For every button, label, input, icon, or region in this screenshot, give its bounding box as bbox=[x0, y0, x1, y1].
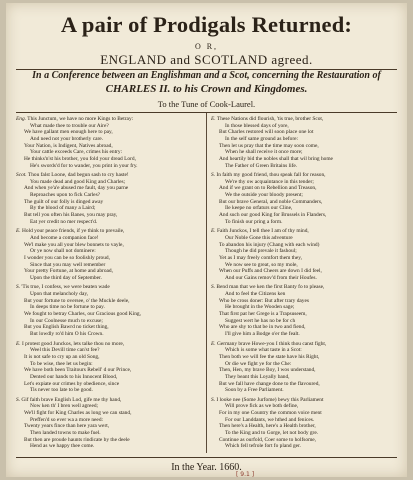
verse-line bbox=[211, 417, 399, 424]
verse-line bbox=[16, 262, 206, 269]
verse-line bbox=[16, 149, 206, 156]
verse-text: These Nations did flourish, 'tis true, brother Scot, bbox=[216, 116, 324, 122]
verse-text: Faith Junckos, I tell thee I am of thy mind, bbox=[217, 228, 309, 235]
stanza bbox=[16, 341, 206, 394]
verse-text: Or ye now shall not dominere: bbox=[30, 248, 96, 255]
verse-line bbox=[16, 291, 206, 298]
verse-line bbox=[16, 347, 206, 354]
verse-text: They beant this Loyally band, bbox=[225, 373, 290, 380]
verse-line bbox=[211, 248, 399, 255]
verse-line bbox=[211, 311, 399, 318]
verse-text: By the blood of many a Laird; bbox=[30, 205, 96, 212]
stanza bbox=[16, 116, 206, 169]
verse-text: But Charles restored will soon place one lot bbox=[219, 129, 314, 136]
verse-text: Hold your peace friends, if ye think to prevaile, bbox=[22, 228, 125, 235]
verse-line bbox=[211, 347, 399, 354]
verse-line bbox=[211, 298, 399, 305]
verse-text: Bend man that we ken the first Banty fo to please, bbox=[216, 284, 325, 291]
verse-text: Since that you may well remember bbox=[30, 261, 106, 268]
verse-text: The guilt of our folly is dinged away bbox=[24, 198, 104, 205]
stanza bbox=[16, 172, 206, 225]
verse-line bbox=[16, 143, 206, 150]
verse-line bbox=[16, 397, 206, 404]
verse-line bbox=[211, 443, 399, 450]
verse-text: In the self same ground as before: bbox=[225, 135, 299, 142]
verse-text: We the outside your bloody present; bbox=[225, 192, 303, 199]
verse-text: For our Landdants, we hthed and fenices. bbox=[225, 416, 315, 423]
verse-line bbox=[211, 228, 399, 235]
stanza bbox=[211, 397, 399, 450]
verse-text: But we fall have change done to the flavoured, bbox=[219, 380, 320, 387]
verse-line bbox=[16, 361, 206, 368]
verse-line bbox=[211, 143, 399, 150]
verse-text: Thou falst Loone, dad begun sash to cry haste! bbox=[27, 172, 129, 179]
verse-text: To finish our pring a form. bbox=[225, 218, 283, 225]
verse-text: Now ken th' I bren well agreed; bbox=[30, 403, 99, 410]
verse-line bbox=[16, 443, 206, 450]
verse-text: Hend as we happy thee come. bbox=[30, 443, 95, 450]
speaker-label: S. bbox=[16, 284, 21, 291]
verse-line bbox=[211, 403, 399, 410]
verse-line bbox=[16, 437, 206, 444]
verse-line bbox=[16, 318, 206, 325]
verse-text: Though he did prevale it fashoul; bbox=[225, 248, 297, 255]
verse-text: Reproaches upon to fick Carles? bbox=[30, 192, 101, 199]
verse-line bbox=[211, 136, 399, 143]
verse-line bbox=[16, 192, 206, 199]
conference-line-1: In a Conference between an Englishman and a Scot, concerning the Restauration of bbox=[32, 70, 381, 81]
verse-text: And heartily bid the nobles shall that wil bring home bbox=[219, 155, 333, 162]
verse-line bbox=[211, 341, 399, 348]
stanza bbox=[211, 341, 399, 394]
verse-line bbox=[16, 381, 206, 388]
verse-line bbox=[16, 268, 206, 275]
verse-line bbox=[16, 219, 206, 226]
verse-text: Your pretty Fortune, at home and abroad, bbox=[24, 268, 113, 275]
verse-line bbox=[211, 291, 399, 298]
verse-text: Gif faith brave English Lod, gife me thy hand, bbox=[21, 396, 122, 403]
verse-line bbox=[16, 410, 206, 417]
verse-line bbox=[211, 129, 399, 136]
verse-text: Your Nation, is Indigent, Natives abroad, bbox=[24, 142, 113, 149]
verse-line bbox=[211, 149, 399, 156]
verse-line bbox=[16, 354, 206, 361]
column-divider bbox=[206, 113, 207, 453]
verse-line bbox=[16, 156, 206, 163]
archive-stamp: [ 9.1 ] bbox=[236, 471, 255, 477]
verse-text: In those blessed days of yore, bbox=[225, 122, 289, 129]
verse-line bbox=[211, 219, 399, 226]
verse-text: And become a companion face! bbox=[30, 234, 99, 241]
verse-line bbox=[16, 235, 206, 242]
verse-text: Tis never too late to be good. bbox=[30, 387, 93, 394]
footer-rule bbox=[16, 457, 397, 458]
verse-line bbox=[16, 423, 206, 430]
imprint-year: In the Year. 1660. bbox=[171, 462, 242, 473]
verse-text: Your cattle exceeds Care, crimes his entry: bbox=[30, 149, 123, 156]
verse-text: For in my one Country the common voice ment bbox=[219, 410, 322, 417]
verse-line bbox=[211, 163, 399, 170]
verse-text: Ile keepe no orfaturs our Cline, bbox=[225, 205, 293, 212]
verse-line bbox=[16, 116, 206, 123]
verse-line bbox=[211, 123, 399, 130]
verse-text: To be wise, thee let us begin: bbox=[30, 360, 93, 367]
speaker-label: E. bbox=[211, 228, 216, 235]
verse-text: Let's expiate our crimes by obedience, since bbox=[24, 380, 120, 387]
verse-text: He brought in the Wooden sage; bbox=[225, 304, 295, 311]
verse-text: When he shall receive it once more; bbox=[225, 149, 303, 156]
stanza bbox=[211, 228, 399, 281]
stanza bbox=[211, 116, 399, 169]
verse-text: Then, Hen, my brave Boy, I wos understand, bbox=[219, 367, 316, 374]
verse-line bbox=[211, 268, 399, 275]
verse-line bbox=[16, 172, 206, 179]
verse-line bbox=[211, 331, 399, 338]
speaker-label: S. bbox=[211, 284, 216, 291]
verse-text: Who be cross doner: But after trary dayes bbox=[219, 297, 309, 304]
or-line: O R, bbox=[194, 42, 219, 51]
verse-text: I looke nee (Some Jurfome) bewy this Parliament bbox=[216, 396, 324, 403]
verse-line bbox=[211, 410, 399, 417]
left-column bbox=[16, 116, 206, 453]
verse-text: I wonder you can be so foolishly proud, bbox=[24, 254, 110, 261]
stanza bbox=[211, 284, 399, 337]
verse-line bbox=[16, 228, 206, 235]
verse-text: But tell you often his Banes, you may pray, bbox=[24, 212, 118, 219]
verse-text: Will prove fick as we both define, bbox=[225, 403, 299, 410]
verse-line bbox=[211, 430, 399, 437]
verse-text: We'l make you all your blew bonnets to vayle, bbox=[24, 241, 124, 248]
speaker-label: E. bbox=[16, 228, 21, 235]
verse-line bbox=[211, 361, 399, 368]
verse-text: And such our good King for Brussels in Flanders, bbox=[219, 212, 327, 219]
verse-text: When our Puffs and Cheers are down I did feel, bbox=[219, 268, 322, 275]
verse-text: But lowdly ro'd him O his Crown. bbox=[30, 331, 104, 338]
verse-line bbox=[211, 212, 399, 219]
stanza bbox=[16, 397, 206, 450]
verse-line bbox=[211, 381, 399, 388]
verse-line bbox=[211, 354, 399, 361]
verse-text: And if we grant on to Rebellion and Treason, bbox=[219, 185, 317, 192]
speaker-label: Eng. bbox=[16, 116, 27, 122]
verse-line bbox=[16, 129, 206, 136]
verse-text: Which is some what taste in a Scot: bbox=[225, 347, 302, 354]
verse-text: I protest good Junckos, lets talke thou no more, bbox=[22, 340, 125, 347]
verse-text: Suggest wert he has no be for ch bbox=[225, 317, 296, 324]
verse-line bbox=[16, 367, 206, 374]
verse-text: This Junctum, we have no more Kings to Betray: bbox=[27, 116, 134, 122]
verse-line bbox=[16, 311, 206, 318]
speaker-label: S. bbox=[211, 396, 216, 403]
verse-line bbox=[211, 192, 399, 199]
verse-line bbox=[16, 136, 206, 143]
verse-line bbox=[211, 255, 399, 262]
verse-line bbox=[16, 374, 206, 381]
verse-line bbox=[16, 163, 206, 170]
verse-line bbox=[16, 284, 206, 291]
verse-text: Soon by a Free Parliament. bbox=[225, 387, 284, 394]
verse-text: You made dead and good King and Charles; bbox=[30, 178, 126, 185]
verse-text: We now see to great, so my mole, bbox=[225, 261, 298, 268]
verse-line bbox=[211, 275, 399, 282]
verse-text: In our Coolnesse much to excuse; bbox=[30, 317, 103, 324]
broadside-sheet bbox=[6, 3, 407, 477]
verse-line bbox=[16, 123, 206, 130]
verse-line bbox=[16, 331, 206, 338]
verse-text: And our Gains remov'd from their Houfes. bbox=[225, 274, 317, 281]
verse-text: We're thy ow acquaintance in this tender; bbox=[225, 178, 314, 185]
verse-text: To the King and to Gorge, let not body gre. bbox=[225, 429, 319, 436]
verse-text: Then let us pray that the time may soon come, bbox=[219, 142, 319, 149]
right-column bbox=[211, 116, 399, 453]
verse-text: Weel this Devill time can'st fee? bbox=[30, 347, 100, 354]
verse-text: Preffen'd so ever wa a more need: bbox=[30, 416, 104, 423]
verse-text: And when ye'a'e abused me fault, day you parne bbox=[24, 185, 129, 192]
verse-text: What made thee to trouble our Aire? bbox=[30, 122, 109, 129]
verse-line bbox=[16, 430, 206, 437]
speaker-label: E. bbox=[211, 116, 216, 122]
verse-text: Germany brave Howe-you I think thou canst fight, bbox=[217, 340, 327, 347]
verse-line bbox=[16, 275, 206, 282]
verse-line bbox=[211, 116, 399, 123]
verse-text: Dented our hands to his Innocent Blood, bbox=[30, 373, 118, 380]
speaker-label: E. bbox=[16, 340, 21, 347]
stanza bbox=[211, 172, 399, 225]
verse-line bbox=[211, 235, 399, 242]
verse-line bbox=[16, 242, 206, 249]
stanza bbox=[16, 228, 206, 281]
verse-text: 'Tis true, I confess, we were beaten wade bbox=[21, 284, 110, 291]
verse-text: I'll give him a Bodge o'er the fealt. bbox=[225, 331, 300, 338]
speaker-label: E. bbox=[211, 340, 216, 347]
subtitle: ENGLAND and SCOTLAND agreed. bbox=[100, 52, 313, 67]
conference-line-2: CHARLES II. to his Crown and Kingdomes. bbox=[105, 83, 308, 95]
verse-text: Continue as ourfold, Coer some to holfsome, bbox=[219, 436, 317, 443]
verse-text: The Father of Green Britains life. bbox=[225, 162, 298, 169]
verse-text: Then landed towns to make fuel. bbox=[30, 429, 101, 436]
verse-text: Our Noble Gone this adventure bbox=[225, 234, 293, 241]
verse-line bbox=[16, 387, 206, 394]
verse-line bbox=[211, 387, 399, 394]
verse-text: But your fortune to oversee, o' the Muckle deele, bbox=[24, 297, 130, 304]
verse-text: It is not safe to cry up an old Song, bbox=[24, 353, 100, 360]
verse-line bbox=[16, 255, 206, 262]
verse-text: And to feel the Citizens ken bbox=[225, 291, 286, 298]
verse-text: We fought to betray Charles, our Gracious good King, bbox=[24, 311, 141, 318]
verse-text: He's swords'd for to wander, you print in your fry. bbox=[30, 162, 138, 169]
speaker-label: Scot. bbox=[16, 172, 27, 179]
verse-text: We have gallant men enough here to pay, bbox=[24, 129, 113, 136]
verse-text: In faith my good friend, thou speak fall for reason, bbox=[216, 172, 326, 179]
verse-line bbox=[16, 212, 206, 219]
verse-line bbox=[16, 248, 206, 255]
verse-text: To abandon his injury (Chang with each wind) bbox=[219, 241, 320, 248]
verse-line bbox=[211, 367, 399, 374]
verse-text: Upon the third day of September. bbox=[30, 274, 102, 281]
verse-line bbox=[211, 374, 399, 381]
verse-text: Eat yer credit no mer respect'd. bbox=[30, 218, 98, 225]
verse-text: Upon that melancholy day, bbox=[30, 291, 89, 298]
tune-line: To the Tune of Cook-Laurel. bbox=[157, 99, 256, 109]
verse-text: We'll fight for King Charles as long we can stand, bbox=[24, 410, 132, 417]
verse-text: Then both we will fee the state have his Right, bbox=[219, 353, 320, 360]
verse-line bbox=[16, 324, 206, 331]
verse-line bbox=[211, 172, 399, 179]
verse-text: Who are shy to that be in two and fiend, bbox=[219, 324, 306, 331]
verse-text: Yet as I may freely comfort them they, bbox=[219, 254, 302, 261]
verse-text: Then here's a Health, here's a Health brother, bbox=[219, 423, 316, 430]
stanza bbox=[16, 284, 206, 337]
ballad-title: A pair of Prodigals Returned: bbox=[60, 12, 353, 37]
verse-text: He thinks'n'st his brother, you fold your dread Lord, bbox=[24, 155, 136, 162]
verse-text: Or die we fight ye for the Che: bbox=[225, 360, 292, 367]
speaker-label: S. bbox=[211, 172, 216, 179]
verse-text: We have both been Traitours Rebell' d our Prince, bbox=[24, 367, 132, 374]
verse-text: That first pat her Grege is a Trapsuseem, bbox=[219, 311, 307, 318]
verse-text: But our brave General, and noble Commanders, bbox=[219, 198, 323, 205]
verse-text: But then are proude haunts rindicate by the deele bbox=[24, 436, 130, 443]
verse-line bbox=[211, 156, 399, 163]
verse-text: Which fell tefrole fort fo pland ger. bbox=[225, 443, 301, 450]
verse-text: But you English Bawrd no ticket thing, bbox=[24, 324, 109, 331]
verse-text: In deeps time no be fortune to pay. bbox=[30, 304, 105, 311]
verse-line bbox=[211, 185, 399, 192]
speaker-label: S. bbox=[16, 396, 21, 403]
verse-text: And need not your brotherly care. bbox=[30, 135, 104, 142]
verse-text: Twenty years fince than here yara wert, bbox=[24, 423, 110, 430]
verse-line bbox=[211, 423, 399, 430]
